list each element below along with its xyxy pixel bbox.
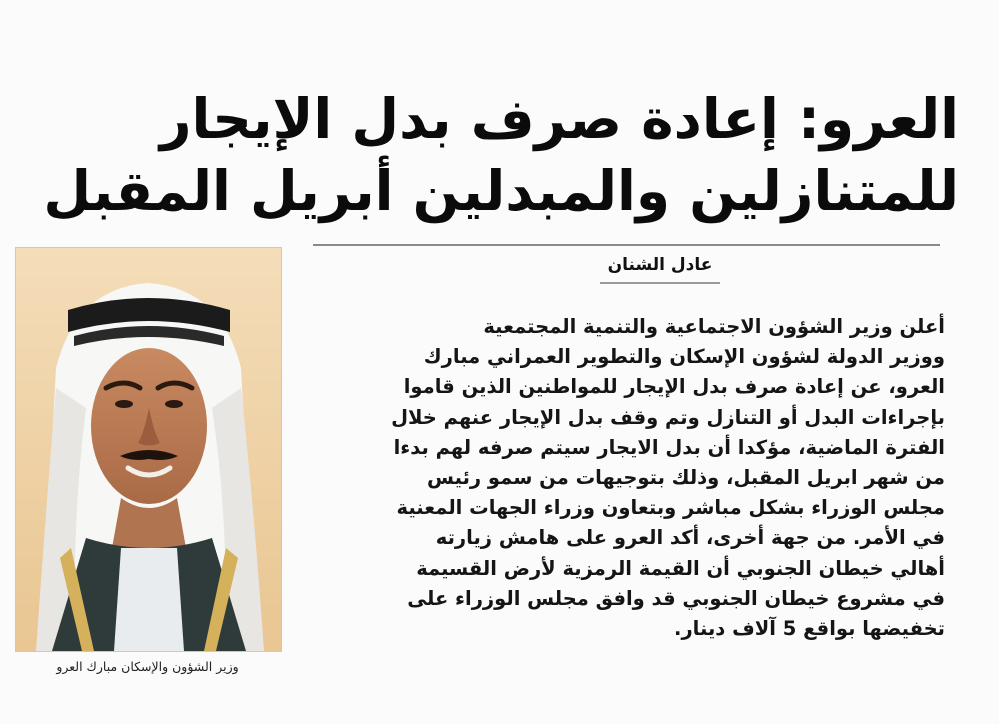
body-line: تخفيضها بواقع 5 آلاف دينار. <box>674 617 945 641</box>
article-body <box>305 312 945 644</box>
byline-block <box>580 252 740 284</box>
body-line: أعلن وزير الشؤون الاجتماعية والتنمية المجتمعية <box>483 315 945 338</box>
body-line: بإجراءات البدل أو التنازل وتم وقف بدل الإيجار عنهم خلال <box>391 405 945 429</box>
headline-line-1: العرو: إعادة صرف بدل الإيجار <box>159 86 959 151</box>
body-line: في مشروع خيطان الجنوبي قد وافق مجلس الوزراء على <box>407 586 945 610</box>
portrait-photo <box>15 247 282 652</box>
author-byline: عادل الشنان <box>607 255 713 275</box>
body-line: في الأمر. من جهة أخرى، أكد العرو على هامش زيارته <box>435 526 945 550</box>
byline-underline <box>600 282 720 284</box>
body-line: من شهر ابريل المقبل، وذلك بتوجيهات من سمو رئيس <box>427 466 945 490</box>
body-line: أهالي خيطان الجنوبي أن القيمة الرمزية لأرض القسيمة <box>416 556 945 580</box>
body-line: الفترة الماضية، مؤكدا أن بدل الايجار سيتم صرفه لهم بدءا <box>393 435 945 459</box>
body-line: ووزير الدولة لشؤون الإسكان والتطوير العمراني مبارك <box>423 345 945 369</box>
portrait-illustration <box>16 248 281 651</box>
headline-line-2: للمتنازلين والمبدلين أبريل المقبل <box>43 158 959 223</box>
headline <box>43 83 959 227</box>
headline-divider <box>313 244 940 246</box>
body-line: مجلس الوزراء بشكل مباشر وبتعاون وزراء الجهات المعنية <box>396 496 945 520</box>
body-line: العرو، عن إعادة صرف بدل الإيجار للمواطنين الذين قاموا <box>403 375 945 399</box>
photo-caption: وزير الشؤون والإسكان مبارك العرو <box>56 659 239 674</box>
